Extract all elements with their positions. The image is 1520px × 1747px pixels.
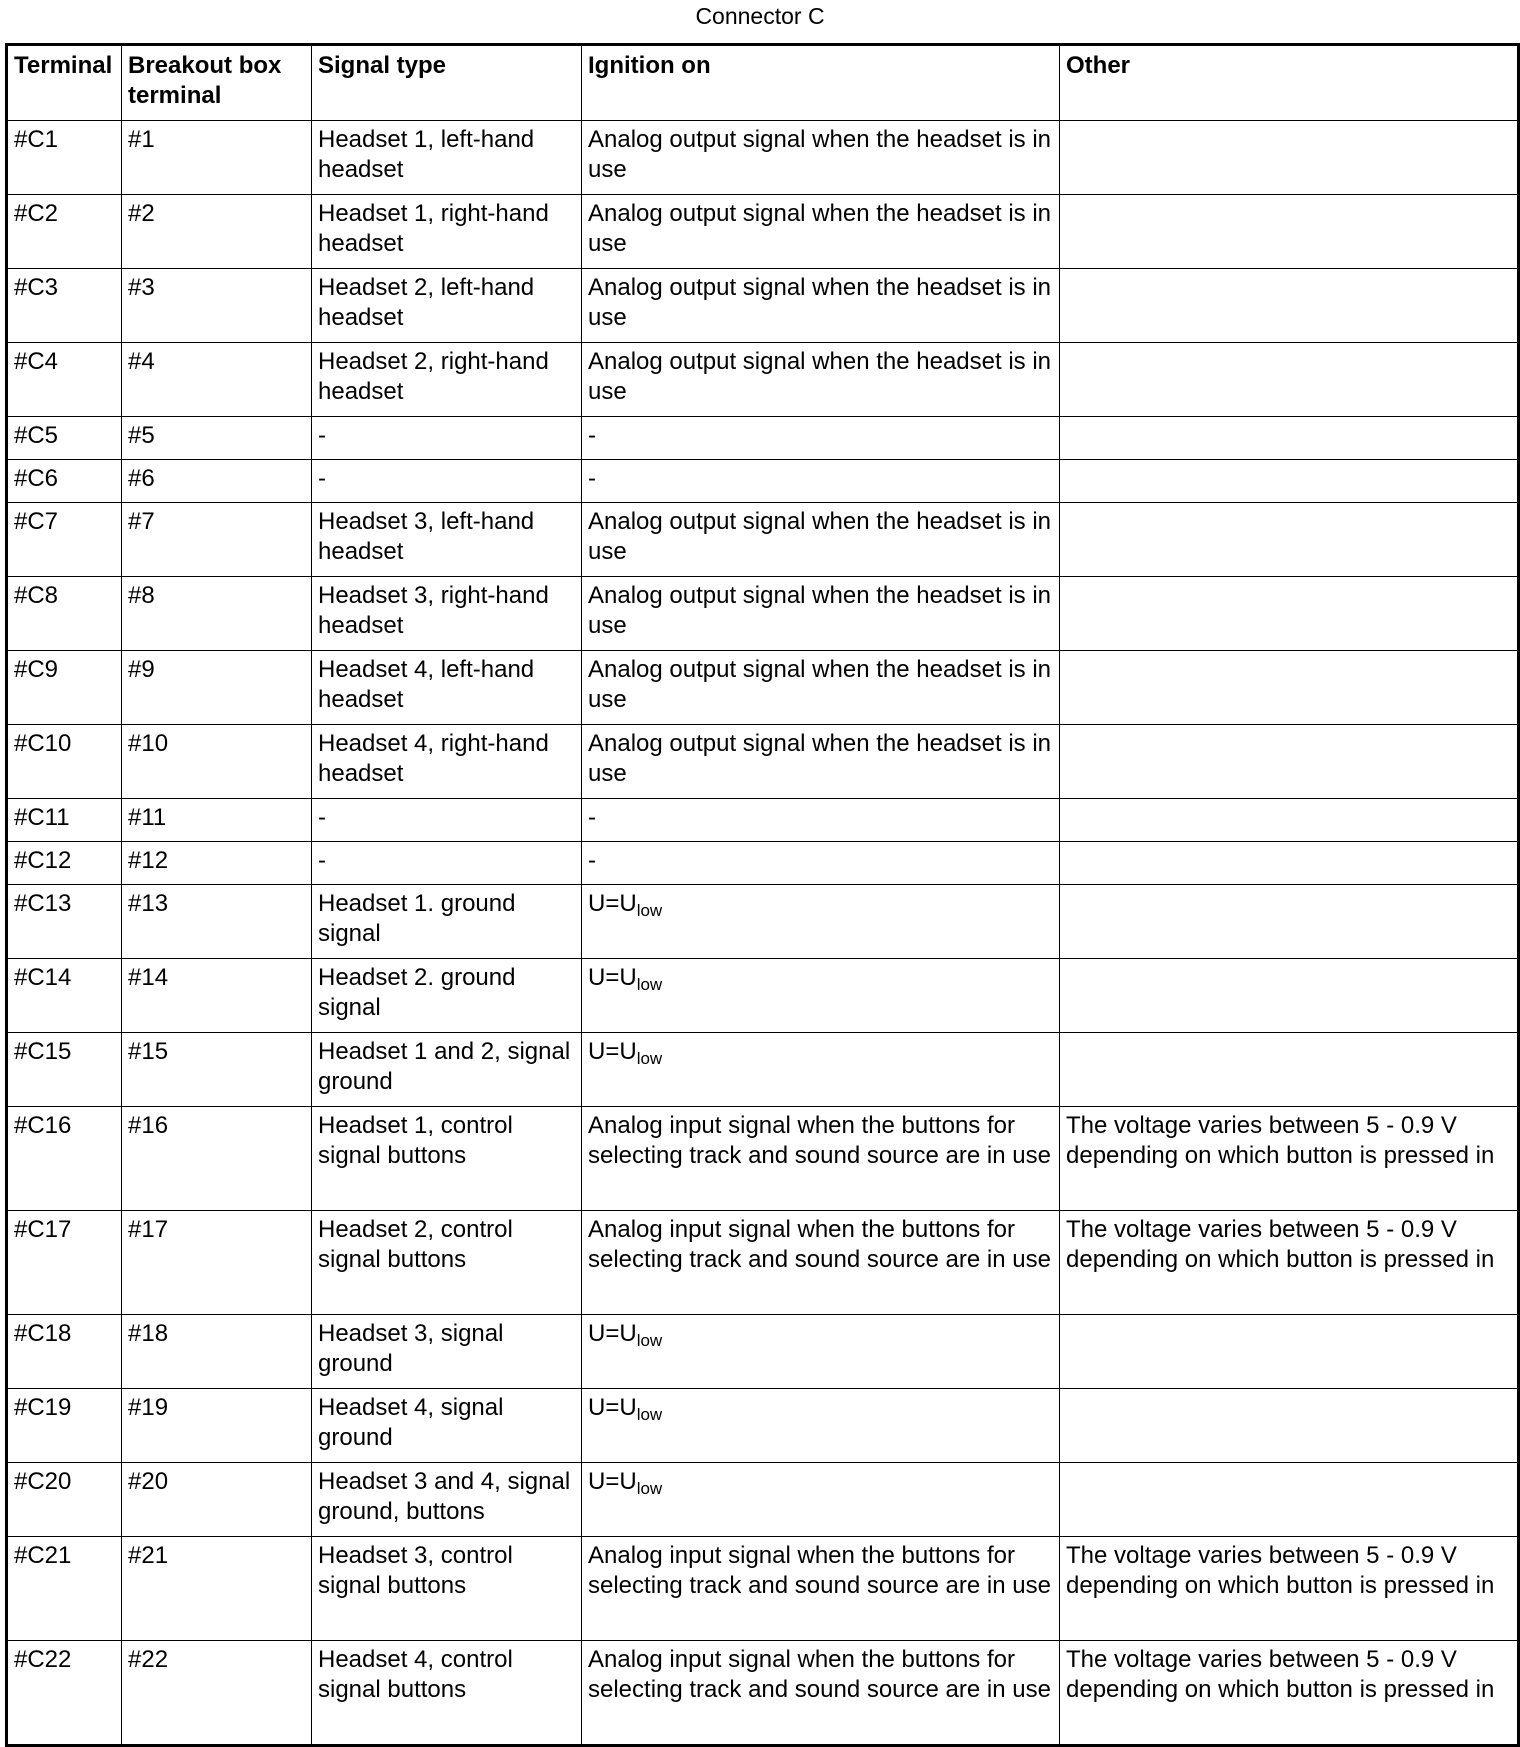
signal-type-cell: Headset 2, control signal buttons bbox=[312, 1211, 582, 1315]
table-title: Connector C bbox=[695, 3, 825, 29]
other-cell bbox=[1060, 1463, 1519, 1537]
breakout-cell: #7 bbox=[122, 503, 312, 577]
ignition-on-cell: Analog output signal when the headset is in use bbox=[582, 725, 1060, 799]
terminal-cell: #C8 bbox=[7, 577, 122, 651]
table-row bbox=[7, 343, 1519, 417]
breakout-cell: #14 bbox=[122, 959, 312, 1033]
ignition-on-cell: Analog input signal when the buttons for selecting track and sound source are in use bbox=[582, 1107, 1060, 1211]
terminal-cell: #C11 bbox=[7, 799, 122, 842]
terminal-cell: #C4 bbox=[7, 343, 122, 417]
ignition-voltage-text: U=U bbox=[588, 1038, 637, 1065]
other-cell bbox=[1060, 503, 1519, 577]
breakout-cell: #16 bbox=[122, 1107, 312, 1211]
breakout-cell: #12 bbox=[122, 842, 312, 885]
table-row bbox=[7, 577, 1519, 651]
other-cell bbox=[1060, 417, 1519, 460]
signal-type-cell: Headset 2, left-hand headset bbox=[312, 269, 582, 343]
breakout-cell: #18 bbox=[122, 1315, 312, 1389]
breakout-cell: #4 bbox=[122, 343, 312, 417]
connector-c-table bbox=[5, 43, 1520, 1747]
breakout-cell: #11 bbox=[122, 799, 312, 842]
table-row bbox=[7, 1389, 1519, 1463]
header-row bbox=[7, 45, 1519, 121]
ignition-voltage-text: U=U bbox=[588, 890, 637, 917]
signal-type-cell: Headset 2. ground signal bbox=[312, 959, 582, 1033]
table-row bbox=[7, 121, 1519, 195]
terminal-cell: #C22 bbox=[7, 1641, 122, 1746]
table-row bbox=[7, 269, 1519, 343]
breakout-cell: #17 bbox=[122, 1211, 312, 1315]
table-row bbox=[7, 885, 1519, 959]
terminal-cell: #C15 bbox=[7, 1033, 122, 1107]
other-cell bbox=[1060, 460, 1519, 503]
other-cell bbox=[1060, 269, 1519, 343]
table-row bbox=[7, 799, 1519, 842]
ignition-on-cell: - bbox=[582, 460, 1060, 503]
ignition-voltage-subscript: low bbox=[636, 901, 663, 920]
other-cell bbox=[1060, 885, 1519, 959]
signal-type-cell: Headset 4, left-hand headset bbox=[312, 651, 582, 725]
table-row bbox=[7, 959, 1519, 1033]
terminal-cell: #C21 bbox=[7, 1537, 122, 1641]
table-row bbox=[7, 651, 1519, 725]
ignition-voltage-text: U=U bbox=[588, 1394, 637, 1421]
terminal-cell: #C10 bbox=[7, 725, 122, 799]
ignition-on-cell bbox=[582, 1389, 1060, 1463]
table-row bbox=[7, 417, 1519, 460]
breakout-cell: #8 bbox=[122, 577, 312, 651]
other-cell bbox=[1060, 343, 1519, 417]
ignition-on-cell bbox=[582, 1463, 1060, 1537]
signal-type-cell: Headset 1, left-hand headset bbox=[312, 121, 582, 195]
ignition-on-cell: - bbox=[582, 842, 1060, 885]
other-cell bbox=[1060, 725, 1519, 799]
breakout-cell: #20 bbox=[122, 1463, 312, 1537]
other-cell bbox=[1060, 1315, 1519, 1389]
terminal-cell: #C9 bbox=[7, 651, 122, 725]
signal-type-cell: Headset 4, signal ground bbox=[312, 1389, 582, 1463]
ignition-voltage-text: U=U bbox=[588, 1320, 637, 1347]
other-cell bbox=[1060, 195, 1519, 269]
ignition-voltage-subscript: low bbox=[636, 1479, 663, 1498]
signal-type-cell: Headset 2, right-hand headset bbox=[312, 343, 582, 417]
other-cell: The voltage varies between 5 - 0.9 V depending on which button is pressed in bbox=[1060, 1107, 1519, 1211]
table-row bbox=[7, 842, 1519, 885]
other-cell bbox=[1060, 651, 1519, 725]
other-cell bbox=[1060, 799, 1519, 842]
ignition-on-cell bbox=[582, 1033, 1060, 1107]
other-cell bbox=[1060, 1033, 1519, 1107]
other-cell bbox=[1060, 577, 1519, 651]
ignition-on-cell: Analog output signal when the headset is in use bbox=[582, 269, 1060, 343]
table-row bbox=[7, 1463, 1519, 1537]
table-row bbox=[7, 503, 1519, 577]
ignition-on-cell: - bbox=[582, 799, 1060, 842]
other-cell bbox=[1060, 121, 1519, 195]
signal-type-cell: Headset 3, left-hand headset bbox=[312, 503, 582, 577]
terminal-cell: #C20 bbox=[7, 1463, 122, 1537]
table-row bbox=[7, 1537, 1519, 1641]
ignition-on-cell: Analog input signal when the buttons for selecting track and sound source are in use bbox=[582, 1211, 1060, 1315]
ignition-voltage-subscript: low bbox=[636, 1405, 663, 1424]
terminal-cell: #C3 bbox=[7, 269, 122, 343]
ignition-on-cell: Analog output signal when the headset is in use bbox=[582, 503, 1060, 577]
signal-type-cell: - bbox=[312, 460, 582, 503]
breakout-cell: #9 bbox=[122, 651, 312, 725]
signal-type-cell: Headset 4, control signal buttons bbox=[312, 1641, 582, 1746]
terminal-cell: #C13 bbox=[7, 885, 122, 959]
other-cell: The voltage varies between 5 - 0.9 V depending on which button is pressed in bbox=[1060, 1537, 1519, 1641]
signal-type-cell: - bbox=[312, 799, 582, 842]
breakout-cell: #22 bbox=[122, 1641, 312, 1746]
breakout-cell: #6 bbox=[122, 460, 312, 503]
ignition-on-cell: - bbox=[582, 417, 1060, 460]
ignition-on-cell: Analog input signal when the buttons for selecting track and sound source are in use bbox=[582, 1641, 1060, 1746]
ignition-on-cell bbox=[582, 959, 1060, 1033]
header-breakout-box-terminal: Breakout box terminal bbox=[122, 45, 312, 121]
signal-type-cell: Headset 1 and 2, signal ground bbox=[312, 1033, 582, 1107]
ignition-on-cell: Analog output signal when the headset is in use bbox=[582, 343, 1060, 417]
terminal-cell: #C12 bbox=[7, 842, 122, 885]
other-cell: The voltage varies between 5 - 0.9 V depending on which button is pressed in bbox=[1060, 1641, 1519, 1746]
ignition-voltage-text: U=U bbox=[588, 1468, 637, 1495]
ignition-on-cell: Analog input signal when the buttons for selecting track and sound source are in use bbox=[582, 1537, 1060, 1641]
signal-type-cell: Headset 3, control signal buttons bbox=[312, 1537, 582, 1641]
ignition-voltage-subscript: low bbox=[636, 975, 663, 994]
header-terminal: Terminal bbox=[7, 45, 122, 121]
signal-type-cell: Headset 4, right-hand headset bbox=[312, 725, 582, 799]
breakout-cell: #1 bbox=[122, 121, 312, 195]
signal-type-cell: - bbox=[312, 417, 582, 460]
header-other: Other bbox=[1060, 45, 1519, 121]
terminal-cell: #C2 bbox=[7, 195, 122, 269]
terminal-cell: #C7 bbox=[7, 503, 122, 577]
breakout-cell: #15 bbox=[122, 1033, 312, 1107]
other-cell bbox=[1060, 1389, 1519, 1463]
breakout-cell: #19 bbox=[122, 1389, 312, 1463]
signal-type-cell: Headset 1. ground signal bbox=[312, 885, 582, 959]
breakout-cell: #3 bbox=[122, 269, 312, 343]
header-signal-type: Signal type bbox=[312, 45, 582, 121]
signal-type-cell: Headset 1, control signal buttons bbox=[312, 1107, 582, 1211]
table-row bbox=[7, 460, 1519, 503]
breakout-cell: #10 bbox=[122, 725, 312, 799]
table-row bbox=[7, 1211, 1519, 1315]
terminal-cell: #C18 bbox=[7, 1315, 122, 1389]
breakout-cell: #2 bbox=[122, 195, 312, 269]
breakout-cell: #13 bbox=[122, 885, 312, 959]
terminal-cell: #C6 bbox=[7, 460, 122, 503]
terminal-cell: #C5 bbox=[7, 417, 122, 460]
ignition-voltage-text: U=U bbox=[588, 964, 637, 991]
table-row bbox=[7, 1315, 1519, 1389]
table-row bbox=[7, 195, 1519, 269]
ignition-on-cell bbox=[582, 885, 1060, 959]
breakout-cell: #21 bbox=[122, 1537, 312, 1641]
breakout-cell: #5 bbox=[122, 417, 312, 460]
table-row bbox=[7, 725, 1519, 799]
table-row bbox=[7, 1107, 1519, 1211]
header-ignition-on: Ignition on bbox=[582, 45, 1060, 121]
ignition-on-cell: Analog output signal when the headset is in use bbox=[582, 577, 1060, 651]
signal-type-cell: Headset 3 and 4, signal ground, buttons bbox=[312, 1463, 582, 1537]
terminal-cell: #C14 bbox=[7, 959, 122, 1033]
signal-type-cell: Headset 3, signal ground bbox=[312, 1315, 582, 1389]
ignition-on-cell bbox=[582, 1315, 1060, 1389]
ignition-voltage-subscript: low bbox=[636, 1331, 663, 1350]
signal-type-cell: - bbox=[312, 842, 582, 885]
other-cell bbox=[1060, 959, 1519, 1033]
ignition-voltage-subscript: low bbox=[636, 1049, 663, 1068]
ignition-on-cell: Analog output signal when the headset is in use bbox=[582, 651, 1060, 725]
signal-type-cell: Headset 1, right-hand headset bbox=[312, 195, 582, 269]
table-row bbox=[7, 1641, 1519, 1746]
other-cell: The voltage varies between 5 - 0.9 V depending on which button is pressed in bbox=[1060, 1211, 1519, 1315]
signal-type-cell: Headset 3, right-hand headset bbox=[312, 577, 582, 651]
other-cell bbox=[1060, 842, 1519, 885]
ignition-on-cell: Analog output signal when the headset is in use bbox=[582, 121, 1060, 195]
terminal-cell: #C16 bbox=[7, 1107, 122, 1211]
terminal-cell: #C1 bbox=[7, 121, 122, 195]
terminal-cell: #C19 bbox=[7, 1389, 122, 1463]
table-row bbox=[7, 1033, 1519, 1107]
ignition-on-cell: Analog output signal when the headset is in use bbox=[582, 195, 1060, 269]
terminal-cell: #C17 bbox=[7, 1211, 122, 1315]
